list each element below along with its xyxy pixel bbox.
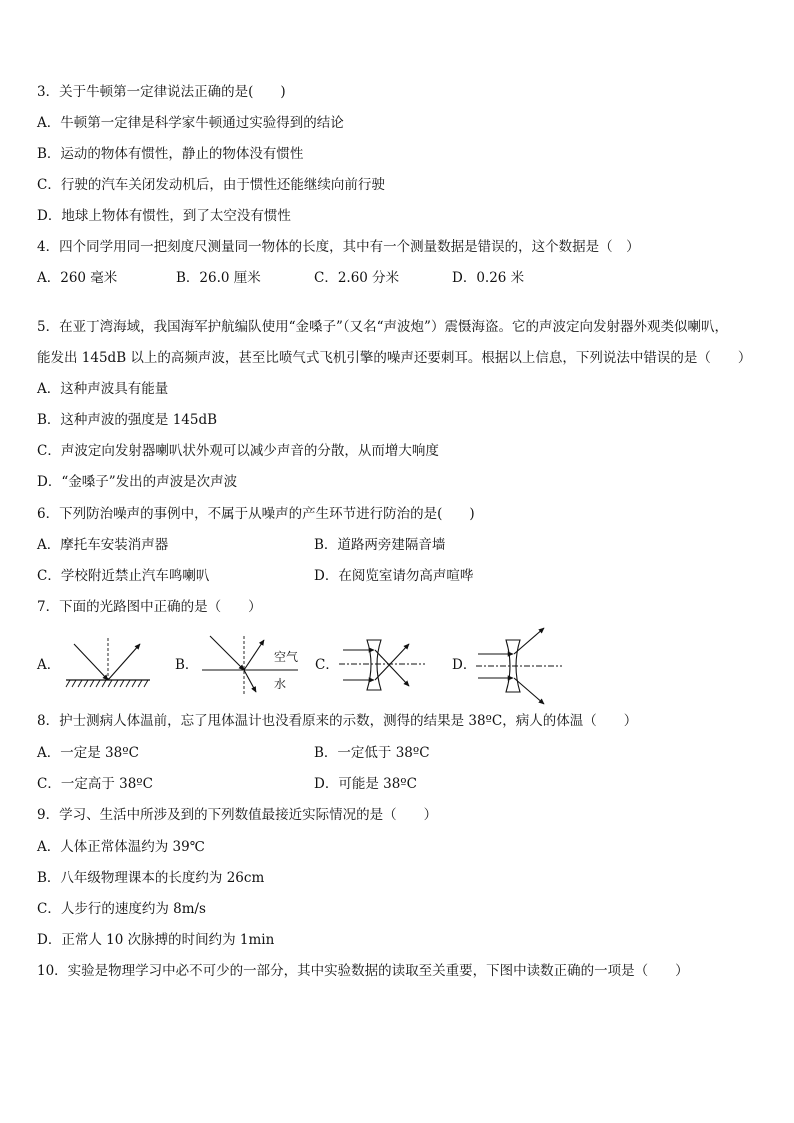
q4-option-c: C．2.60 分米 (314, 270, 400, 286)
q3-option-a: A．牛顿第一定律是科学家牛顿通过实验得到的结论 (37, 115, 344, 131)
q7-option-b-label: B． (175, 657, 199, 673)
q4-option-a: A．260 毫米 (37, 270, 118, 286)
q9-stem: 9．学习、生活中所涉及到的下列数值最接近实际情况的是（ ） (37, 807, 438, 823)
q9-option-c: C．人步行的速度约为 8m/s (37, 901, 206, 917)
q5-stem-line1: 5．在亚丁湾海域，我国海军护航编队使用“金嗓子”（又名“声波炮”）震慑海盗。它的声波定向发射器外观类似喇叭， (37, 319, 728, 335)
q7-diagram-a-reflection (62, 630, 154, 692)
q7-option-c-label: C． (315, 657, 339, 673)
q8-option-a: A．一定是 38ºC (37, 745, 139, 761)
q4-option-b: B．26.0 厘米 (176, 270, 261, 286)
q7-diagram-b-air-label: 空气 (274, 650, 299, 664)
q3-stem: 3．关于牛顿第一定律说法正确的是( ) (37, 84, 286, 100)
q3-option-d: D．地球上物体有惯性，到了太空没有惯性 (37, 208, 291, 224)
q8-option-d: D．可能是 38ºC (314, 776, 417, 792)
q7-stem: 7．下面的光路图中正确的是（ ） (37, 599, 262, 615)
q3-option-c: C．行驶的汽车关闭发动机后，由于惯性还能继续向前行驶 (37, 177, 385, 193)
q6-option-c: C．学校附近禁止汽车鸣喇叭 (37, 568, 210, 584)
q5-option-c: C．声波定向发射器喇叭状外观可以减少声音的分散，从而增大响度 (37, 443, 439, 459)
q5-stem-line2: 能发出 145dB 以上的高频声波，甚至比喷气式飞机引擎的噪声还要刺耳。根据以上信息，下列说法中错误的是（ ） (37, 350, 752, 366)
q9-option-a: A．人体正常体温约为 39℃ (37, 839, 205, 855)
q10-stem: 10．实验是物理学习中必不可少的一部分，其中实验数据的读取至关重要，下图中读数正确的一项是（ ） (37, 963, 689, 979)
q3-option-b: B．运动的物体有惯性，静止的物体没有惯性 (37, 146, 304, 162)
q5-option-d: D．“金嗓子”发出的声波是次声波 (37, 474, 238, 490)
q8-option-b: B．一定低于 38ºC (314, 745, 430, 761)
q6-option-b: B．道路两旁建隔音墙 (314, 537, 446, 553)
q6-option-a: A．摩托车安装消声器 (37, 537, 169, 553)
q6-option-d: D．在阅览室请勿高声喧哗 (314, 568, 474, 584)
q9-option-b: B．八年级物理课本的长度约为 26cm (37, 870, 265, 886)
q8-stem: 8．护士测病人体温前，忘了甩体温计也没看原来的示数，测得的结果是 38ºC，病人的体温（ ） (37, 713, 638, 729)
q7-option-d-label: D． (452, 657, 477, 673)
q7-option-a-label: A． (37, 657, 61, 673)
q7-diagram-d-concave-lens (474, 624, 564, 706)
q7-diagram-c-concave-lens (337, 636, 427, 694)
q4-stem: 4．四个同学用同一把刻度尺测量同一物体的长度，其中有一个测量数据是错误的，这个数据是（ ） (37, 239, 640, 255)
q5-option-a: A．这种声波具有能量 (37, 381, 169, 397)
q8-option-c: C．一定高于 38ºC (37, 776, 153, 792)
q5-option-b: B．这种声波的强度是 145dB (37, 412, 218, 428)
q6-stem: 6．下列防治噪声的事例中，不属于从噪声的产生环节进行防治的是( ) (37, 506, 475, 522)
q4-option-d: D．0.26 米 (452, 270, 525, 286)
q9-option-d: D．正常人 10 次脉搏的时间约为 1min (37, 932, 275, 948)
q7-diagram-b-water-label: 水 (274, 677, 287, 691)
